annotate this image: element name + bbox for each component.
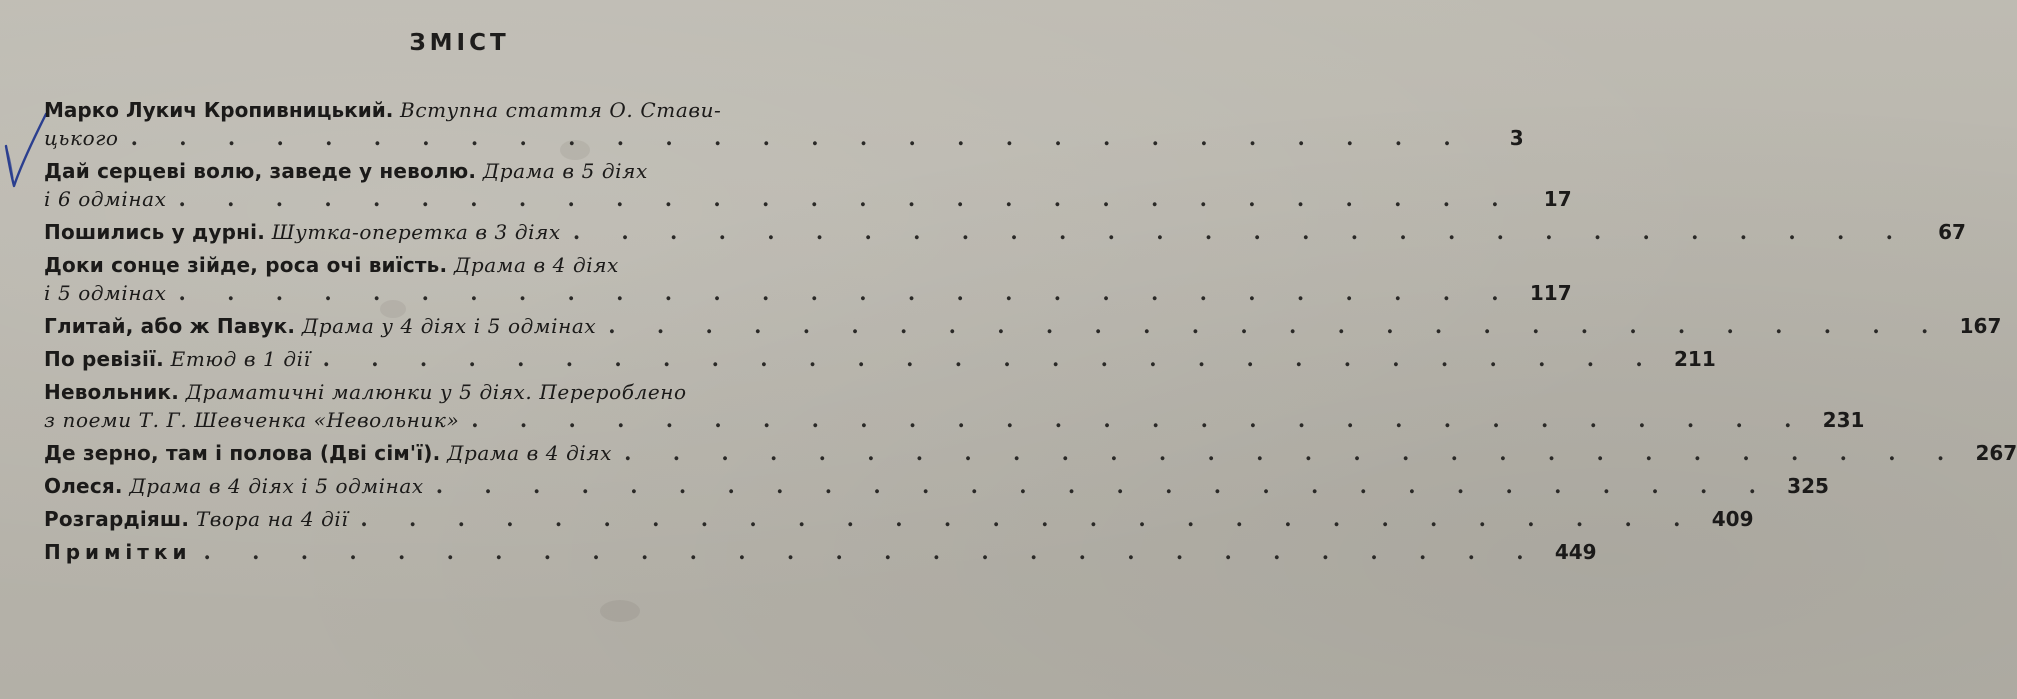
toc-page-number: 325 — [1787, 474, 1829, 498]
toc-line — [44, 472, 1829, 500]
toc-work-description: Драма в 4 діях — [454, 253, 619, 277]
toc-work-title: Пошились у дурні. — [44, 220, 266, 244]
toc-work-description: Драматичні малюнки у 5 діях. Перероблено — [185, 380, 687, 404]
toc-work-title: Дай серцеві волю, заведе у неволю. — [44, 159, 477, 183]
toc-page-number: 167 — [1959, 314, 2002, 338]
toc-page-number: 67 — [1938, 220, 1966, 244]
toc-work-description: Вступна стаття О. Стави- — [400, 98, 722, 122]
paper-smudge — [600, 600, 640, 622]
toc-line — [44, 251, 849, 279]
leader-dots: . . . . . . . . . . . . . . . . . . . . . . . . . . . . — [608, 313, 1946, 338]
leader-dots: . . . . . . . . . . . . . . . . . . . . . . . . . . . . — [130, 125, 1468, 150]
table-of-contents — [44, 96, 2017, 571]
leader-dots: . . . . . . . . . . . . . . . . . . . . . . . . . . . . — [360, 506, 1698, 531]
toc-page-number: 17 — [1543, 187, 1572, 211]
toc-work-description: Драма в 5 діях — [482, 159, 648, 183]
leader-dots: . . . . . . . . . . . . . . . . . . . . . . . . . . . . — [435, 473, 1773, 498]
toc-line — [44, 96, 849, 124]
toc-work-title: Глитай, або ж Павук. — [44, 314, 296, 338]
toc-line — [44, 218, 1966, 246]
toc-entry — [44, 312, 2002, 340]
toc-page-number: 231 — [1822, 408, 1865, 432]
toc-page-number: 117 — [1529, 281, 1572, 305]
toc-work-title: Доки сонце зійде, роса очі виїсть. — [44, 253, 448, 277]
toc-line — [44, 378, 849, 406]
toc-page-number: 3 — [1509, 126, 1524, 150]
toc-line — [44, 185, 1572, 213]
toc-entry — [44, 251, 1572, 307]
leader-dots: . . . . . . . . . . . . . . . . . . . . . . . . . . . . — [624, 440, 1962, 465]
toc-page-number: 267 — [1975, 441, 2017, 465]
toc-line — [44, 439, 2017, 467]
toc-work-description: цького — [44, 126, 119, 150]
toc-work-description: Шутка-оперетка в 3 діях — [271, 220, 561, 244]
leader-dots: . . . . . . . . . . . . . . . . . . . . . . . . . . . . — [322, 346, 1660, 371]
pencil-checkmark-icon — [0, 108, 48, 198]
toc-entry — [44, 96, 1524, 152]
toc-line — [44, 345, 1716, 373]
toc-line — [44, 538, 1597, 566]
toc-work-title: По ревізії. — [44, 347, 164, 371]
toc-line — [44, 406, 1865, 434]
toc-work-description: з поеми Т. Г. Шевченка «Невольник» — [44, 408, 460, 432]
toc-work-title: Примітки — [44, 540, 192, 564]
toc-work-title: Невольник. — [44, 380, 179, 404]
toc-line — [44, 505, 1754, 533]
toc-page-number: 409 — [1711, 507, 1754, 531]
toc-entry — [44, 157, 1572, 213]
leader-dots: . . . . . . . . . . . . . . . . . . . . . . . . . . . . — [178, 186, 1516, 211]
toc-page-number: 449 — [1554, 540, 1597, 564]
toc-work-title: Олеся. — [44, 474, 123, 498]
toc-work-title: Марко Лукич Кропивницький. — [44, 98, 394, 122]
toc-entry — [44, 472, 1829, 500]
toc-work-description: Етюд в 1 дії — [170, 347, 311, 371]
leader-dots: . . . . . . . . . . . . . . . . . . . . . . . . . . . . — [203, 539, 1541, 564]
leader-dots: . . . . . . . . . . . . . . . . . . . . . . . . . . . . — [572, 219, 1910, 244]
toc-entry — [44, 378, 1865, 434]
toc-work-description: Драма в 4 діях і 5 одмінах — [129, 474, 424, 498]
toc-entry — [44, 218, 1966, 246]
toc-work-description: Драма в 4 діях — [447, 441, 613, 465]
leader-dots: . . . . . . . . . . . . . . . . . . . . . . . . . . . . — [471, 407, 1809, 432]
toc-line — [44, 157, 849, 185]
toc-work-description: Твора на 4 дії — [195, 507, 349, 531]
toc-line — [44, 279, 1572, 307]
toc-entry — [44, 538, 1597, 566]
toc-line — [44, 312, 2002, 340]
toc-title: ЗМІСТ — [409, 30, 510, 56]
toc-entry — [44, 345, 1716, 373]
toc-entry — [44, 439, 2017, 467]
toc-page-number: 211 — [1673, 347, 1716, 371]
toc-work-description: Драма у 4 діях і 5 одмінах — [301, 314, 597, 338]
toc-entry — [44, 505, 1754, 533]
toc-work-title: Де зерно, там і полова (Дві сім'ї). — [44, 441, 441, 465]
toc-work-description: і 5 одмінах — [44, 281, 167, 305]
toc-line — [44, 124, 1524, 152]
leader-dots: . . . . . . . . . . . . . . . . . . . . . . . . . . . . — [178, 280, 1516, 305]
toc-work-description: і 6 одмінах — [44, 187, 167, 211]
toc-work-title: Розгардіяш. — [44, 507, 190, 531]
